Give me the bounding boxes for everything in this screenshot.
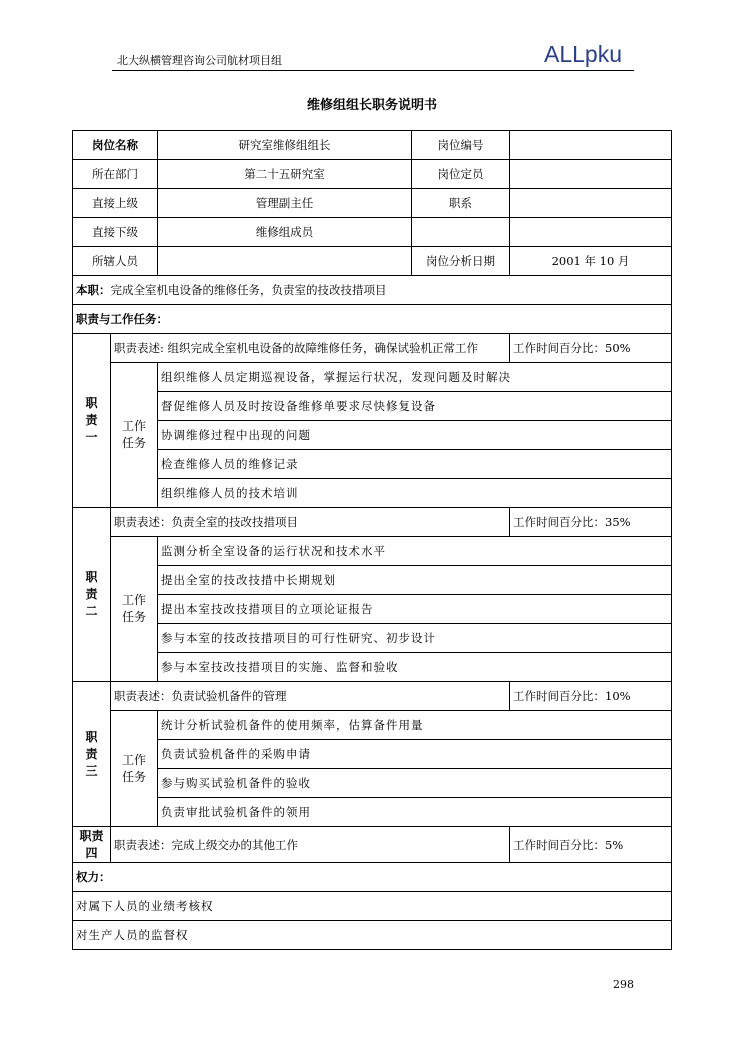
duty-1-task-row bbox=[73, 450, 672, 479]
duty-2-task-2: 提出全室的技改技措中长期规划 bbox=[158, 566, 672, 595]
duty-2-task-row bbox=[73, 624, 672, 653]
headcount-label: 岗位定员 bbox=[412, 160, 510, 189]
duty-1-task-4: 检查维修人员的维修记录 bbox=[158, 450, 672, 479]
info-row-1 bbox=[73, 131, 672, 160]
duty-1-label: 职 责 一 bbox=[73, 334, 111, 508]
duty-2-statement: 职责表述：负责全室的技改技措项目 bbox=[111, 508, 510, 537]
subordinate-label: 直接下级 bbox=[73, 218, 158, 247]
info-row-4 bbox=[73, 218, 672, 247]
duty-1-percent: 工作时间百分比：50% bbox=[510, 334, 672, 363]
empty-cell bbox=[510, 218, 672, 247]
power-heading: 权力： bbox=[73, 863, 672, 892]
duty-1-task-row bbox=[73, 392, 672, 421]
position-code-label: 岗位编号 bbox=[412, 131, 510, 160]
info-row-2 bbox=[73, 160, 672, 189]
duty-3-task-row bbox=[73, 769, 672, 798]
department-label: 所在部门 bbox=[73, 160, 158, 189]
duty-2-task-5: 参与本室技改技措项目的实施、监督和验收 bbox=[158, 653, 672, 682]
duty-1-task-row bbox=[73, 363, 672, 392]
superior-value: 管理副主任 bbox=[158, 189, 412, 218]
position-name-value: 研究室维修组组长 bbox=[158, 131, 412, 160]
job-family-value bbox=[510, 189, 672, 218]
analysis-date-value: 2001 年 10 月 bbox=[510, 247, 672, 276]
duty-2-task-row bbox=[73, 566, 672, 595]
duty-3-task-row bbox=[73, 798, 672, 827]
duty-2-task-row bbox=[73, 595, 672, 624]
power-heading-row bbox=[73, 863, 672, 892]
power-item-1: 对属下人员的业绩考核权 bbox=[73, 892, 672, 921]
power-item-2: 对生产人员的监督权 bbox=[73, 921, 672, 950]
duty-4-row bbox=[73, 827, 672, 863]
duty-1-task-2: 督促维修人员及时按设备维修单要求尽快修复设备 bbox=[158, 392, 672, 421]
empty-cell bbox=[412, 218, 510, 247]
document-title: 维修组组长职务说明书 bbox=[306, 98, 437, 113]
duty-3-statement-row bbox=[73, 682, 672, 711]
duty-3-task-3: 参与购买试验机备件的验收 bbox=[158, 769, 672, 798]
duty-1-task-1: 组织维修人员定期巡视设备，掌握运行状况，发现问题及时解决 bbox=[158, 363, 672, 392]
duty-3-task-2: 负责试验机备件的采购申请 bbox=[158, 740, 672, 769]
headcount-value bbox=[510, 160, 672, 189]
info-row-3 bbox=[73, 189, 672, 218]
duty-2-task-row bbox=[73, 537, 672, 566]
job-description-table bbox=[72, 130, 672, 950]
allpku-logo bbox=[543, 40, 633, 68]
duty-1-task-row bbox=[73, 479, 672, 508]
duty-2-task-row bbox=[73, 653, 672, 682]
core-duty-label: 本职： bbox=[76, 283, 111, 297]
position-code-value bbox=[510, 131, 672, 160]
duty-3-statement: 职责表述：负责试验机备件的管理 bbox=[111, 682, 510, 711]
duty-2-work-tasks-label: 工作 任务 bbox=[111, 537, 158, 682]
duty-1-work-tasks-label: 工作 任务 bbox=[111, 363, 158, 508]
duty-3-task-4: 负责审批试验机备件的领用 bbox=[158, 798, 672, 827]
position-name-label: 岗位名称 bbox=[73, 131, 158, 160]
department-value: 第二十五研究室 bbox=[158, 160, 412, 189]
duty-3-task-1: 统计分析试验机备件的使用频率，估算备件用量 bbox=[158, 711, 672, 740]
duty-1-task-row bbox=[73, 421, 672, 450]
duty-1-statement: 职责表述: 组织完成全室机电设备的故障维修任务，确保试验机正常工作 bbox=[111, 334, 510, 363]
duty-2-label: 职 责 二 bbox=[73, 508, 111, 682]
info-row-5 bbox=[73, 247, 672, 276]
duty-3-work-tasks-label: 工作 任务 bbox=[111, 711, 158, 827]
duties-heading-row bbox=[73, 305, 672, 334]
duty-1-statement-row bbox=[73, 334, 672, 363]
duty-2-task-4: 参与本室的技改技措项目的可行性研究、初步设计 bbox=[158, 624, 672, 653]
staff-label: 所辖人员 bbox=[73, 247, 158, 276]
page-number: 298 bbox=[613, 978, 634, 991]
job-family-label: 职系 bbox=[412, 189, 510, 218]
power-row bbox=[73, 921, 672, 950]
core-duty-cell bbox=[73, 276, 672, 305]
duties-heading: 职责与工作任务： bbox=[73, 305, 672, 334]
duty-3-percent: 工作时间百分比：10% bbox=[510, 682, 672, 711]
subordinate-value: 维修组成员 bbox=[158, 218, 412, 247]
duty-4-statement: 职责表述：完成上级交办的其他工作 bbox=[111, 827, 510, 863]
superior-label: 直接上级 bbox=[73, 189, 158, 218]
power-row bbox=[73, 892, 672, 921]
header-divider bbox=[112, 70, 634, 71]
duty-3-label: 职 责 三 bbox=[73, 682, 111, 827]
duty-4-percent: 工作时间百分比：5% bbox=[510, 827, 672, 863]
duty-2-percent: 工作时间百分比：35% bbox=[510, 508, 672, 537]
duty-1-task-5: 组织维修人员的技术培训 bbox=[158, 479, 672, 508]
logo-text: ALLpku bbox=[544, 41, 623, 67]
duty-1-task-3: 协调维修过程中出现的问题 bbox=[158, 421, 672, 450]
core-duty-row bbox=[73, 276, 672, 305]
duty-2-task-1: 监测分析全室设备的运行状况和技术水平 bbox=[158, 537, 672, 566]
duty-2-task-3: 提出本室技改技措项目的立项论证报告 bbox=[158, 595, 672, 624]
duty-3-task-row bbox=[73, 740, 672, 769]
header-org-text: 北大纵横管理咨询公司航材项目组 bbox=[117, 54, 282, 67]
duty-4-label: 职责 四 bbox=[73, 827, 111, 863]
staff-value bbox=[158, 247, 412, 276]
duty-2-statement-row bbox=[73, 508, 672, 537]
analysis-date-label: 岗位分析日期 bbox=[412, 247, 510, 276]
duty-3-task-row bbox=[73, 711, 672, 740]
core-duty-text: 完成全室机电设备的维修任务，负责室的技改技措项目 bbox=[110, 283, 387, 297]
